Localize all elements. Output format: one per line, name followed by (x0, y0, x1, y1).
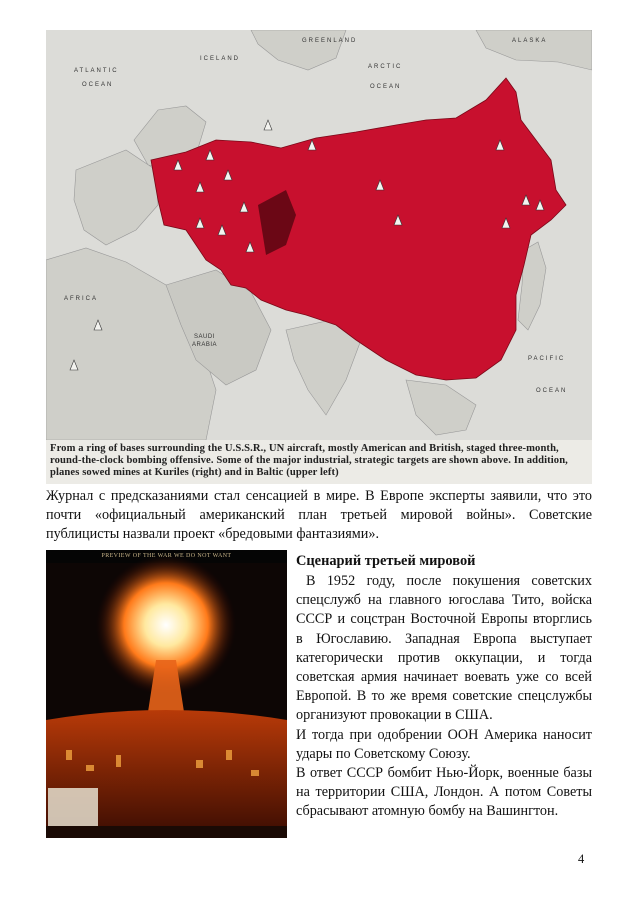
map-image (46, 30, 592, 440)
map-caption-box (46, 440, 592, 484)
page-number: 4 (578, 852, 585, 866)
saudi-label-2: ARABIA (192, 342, 218, 348)
article-column (296, 552, 592, 822)
intro-paragraph: Журнал с предсказаниями стал сенсацией в мире. В Европе эксперты заявили, что это почти «официальный американский план третьей мировой войны». Советские публицисты назвали проект «бредовыми фантазиями». (46, 488, 592, 542)
atlantic-label-2: OCEAN (82, 82, 114, 88)
poster-banner: PREVIEW OF THE WAR WE DO NOT WANT (101, 553, 232, 559)
iceland-label: ICELAND (200, 56, 241, 62)
greenland-label: GREENLAND (302, 38, 358, 44)
article-paragraph-3: В ответ СССР бомбит Нью-Йорк, военные базы на территории США, Лондон. А потом Советы сбрасывают атомную бомбу на Вашингтон. (296, 765, 592, 820)
poster-image (46, 550, 287, 838)
arctic-label-2: OCEAN (370, 84, 402, 90)
article-paragraph-2: И тогда при одобрении ООН Америка наносит удары по Советскому Союзу. (296, 726, 592, 762)
atlantic-label-1: ATLANTIC (74, 68, 119, 74)
pacific-label-2: OCEAN (536, 388, 568, 394)
alaska-label: ALASKA (512, 38, 548, 44)
africa-label: AFRICA (64, 296, 99, 302)
pacific-label-1: PACIFIC (528, 356, 566, 362)
article-paragraph-1: В 1952 году, после покушения советских спецслужб на главного югослава Тито, войска СССР и соцстран Восточной Европы вторглись в Югославию. Западная Европа выступает категорически против оккупации, и тогда советская армия начинает воевать уже со всей Европой. В то же время советские спецслужбы организуют провокации в США. (296, 573, 592, 724)
map-caption: From a ring of bases surrounding the U.S.S.R., UN aircraft, mostly American and British, staged three-month, round-the-clock bombing offensive. Some of the major industrial, strategic targets are shown above. In addition, planes sowed mines at Kuriles (right) and in Baltic (upper left) (50, 443, 568, 479)
arctic-label-1: ARCTIC (368, 64, 403, 70)
saudi-label-1: SAUDI (194, 334, 215, 340)
article-title: Сценарий третьей мировой (296, 553, 476, 569)
